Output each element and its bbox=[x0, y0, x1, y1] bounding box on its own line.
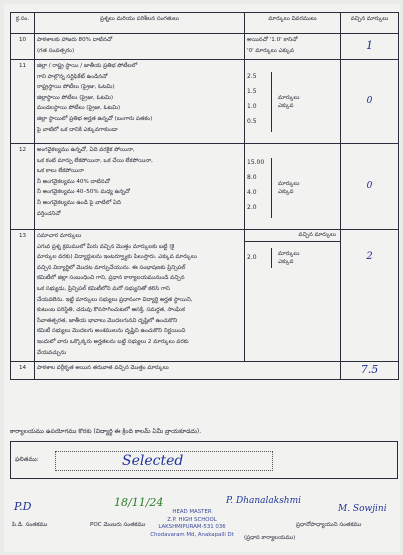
total-marks: 7.5 bbox=[360, 363, 379, 377]
school-stamp bbox=[140, 491, 244, 551]
row-number: 14 bbox=[11, 362, 35, 380]
row-criteria bbox=[35, 362, 341, 380]
criteria-line: రాష్ట్రస్థాయి పోటీలు (ప్రైజు, ఓటమి) bbox=[37, 84, 115, 91]
marks-options bbox=[247, 158, 338, 218]
marks-value: 1.5 bbox=[247, 88, 257, 95]
row-details bbox=[245, 34, 341, 60]
criteria-line: వచ్చిన విద్యార్థిలో మొదట మార్పుచేయును. ఈ సంభాషణకు ప్రిన్సిపల్ bbox=[37, 264, 186, 271]
criteria-line: నీ అంగవైకల్యము 40–50% మధ్య ఉన్నచో bbox=[37, 189, 131, 196]
criteria-line: చేయవలెను. ఇట్టి మార్కులు సభ్యులు ప్రధానంగా విద్యార్థి అర్హత స్థాయిని, bbox=[37, 296, 193, 303]
row-criteria bbox=[35, 34, 245, 60]
marks-value: 0.5 bbox=[247, 118, 257, 125]
marks-options bbox=[247, 72, 338, 132]
marks-value: 4.0 bbox=[247, 189, 257, 196]
header-criteria: ప్రశ్నలు మరియు పరిశీలన సంగతులు bbox=[35, 13, 245, 34]
criteria-line: ఒక కాలు లేకపోయినా bbox=[37, 168, 84, 175]
member-signature-2: M. Sowjini bbox=[338, 504, 387, 514]
row-details bbox=[245, 60, 341, 144]
marks-options bbox=[247, 248, 338, 268]
criteria-line: నీ అంగవైకల్యము 40% దాటినచో bbox=[37, 178, 110, 185]
awarded-value: 0 bbox=[366, 181, 373, 192]
criteria-line: కుటుంబ పరిస్థితి, చదువు కొనసాగించుటలో ఆసక్తి, సమర్థత, సాంఘిక bbox=[37, 307, 185, 314]
table-row bbox=[11, 144, 399, 230]
criteria-line: కమిటీలో జిల్లా సంబంధించి గాని, ప్రధాన కార్యాలయమునుండి వచ్చిన bbox=[37, 275, 185, 282]
row-details bbox=[245, 230, 341, 362]
header-sno: క్ర.సం. bbox=[11, 13, 35, 34]
row-number: 11 bbox=[11, 60, 35, 144]
marks-value: 2.5 bbox=[247, 73, 257, 80]
marks-label-line: మార్కులు bbox=[278, 95, 300, 101]
details-header: వచ్చిన మార్కులు bbox=[245, 230, 340, 242]
poc-caption: POC మెంబరు సంతకము bbox=[90, 522, 146, 528]
criteria-line: (గత సంవత్సరం) bbox=[37, 47, 75, 54]
result-value: Selected bbox=[122, 453, 184, 469]
criteria-line: వేయవచ్చును bbox=[37, 349, 67, 356]
criteria-line: మండలస్థాయి పోటీలు (ప్రైజు, ఓటమి) bbox=[37, 105, 121, 112]
marks-value: 1.0 bbox=[247, 103, 257, 110]
row-number: 13 bbox=[11, 230, 35, 362]
headmaster-caption: ప్రధానోపాధ్యాయుని సంతకము bbox=[296, 522, 362, 528]
office-caption: (ప్రధాన కార్యాలయము) bbox=[244, 535, 296, 541]
criteria-line: పై వాటిలో ఒక దానికి ఎక్కువగాకుండా bbox=[37, 126, 118, 133]
marks-label bbox=[272, 94, 299, 110]
criteria-line: ఒక సభ్యుడు, ప్రిన్సిపల్ కమిటీలోని మరో సభ్యునితో కలిసి గాని bbox=[37, 285, 170, 292]
marks-table bbox=[10, 12, 399, 380]
header-awarded: వచ్చిన మార్కులు bbox=[341, 13, 399, 34]
criteria-line: పాఠశాల వర్గీకృత అయిన తరువాత వచ్చిన మొత్తం మార్కులు bbox=[37, 365, 169, 371]
marks-values bbox=[247, 158, 272, 218]
table-header bbox=[11, 13, 399, 34]
marks-label-line: ఎక్కువ bbox=[278, 189, 294, 195]
marks-label bbox=[272, 250, 299, 266]
row-criteria bbox=[35, 230, 245, 362]
criteria-line: ఒక కంటి మార్పు లేకపోయినా, ఒక చేయి లేకపోయినా, bbox=[37, 157, 153, 164]
marks-label-line: మార్కులు bbox=[278, 181, 300, 187]
marks-label-line: ఎక్కువ bbox=[278, 103, 294, 109]
row-number: 12 bbox=[11, 144, 35, 230]
marks-label-line: ఎక్కువ bbox=[278, 258, 294, 265]
row-details bbox=[245, 144, 341, 230]
criteria-line: ఇందులో వారు ఒక్కొక్కరు అర్హతలను బట్టి సభ్యులు 2 మార్కులు వరకు bbox=[37, 338, 189, 345]
awarded-marks bbox=[341, 230, 399, 362]
marks-value: 2.0 bbox=[247, 204, 257, 211]
result-label: ఫలితము: bbox=[15, 456, 39, 463]
table-row bbox=[11, 230, 399, 362]
criteria-line: జిల్లా స్థాయిలో ప్రతిభ అర్హత ఉన్నచో (బంగారు పతకం) bbox=[37, 115, 153, 122]
office-use-note: కార్యాలయము ఉపయోగము కొరకు (విద్యార్థి ఈ క్రింది కాలమ్ ఏమీ వ్రాయకూడదు). bbox=[10, 428, 202, 435]
header-details: మార్కులు వివరములు bbox=[245, 13, 341, 34]
criteria-line: వర్తించనిచో bbox=[37, 210, 61, 217]
table-row bbox=[11, 362, 399, 380]
stamp-line: Chodavaram Md, Anakapalli Dt bbox=[150, 531, 234, 538]
marks-label bbox=[272, 180, 299, 196]
marks-value: 2.0 bbox=[247, 253, 257, 261]
marks-values bbox=[247, 248, 272, 268]
marks-label-line: మార్కులు bbox=[278, 250, 300, 257]
stamp-line: LAKSHMIPURAM-531 036 bbox=[158, 524, 226, 530]
criteria-line: సమాచార మార్కులు bbox=[37, 233, 82, 239]
awarded-marks bbox=[341, 144, 399, 230]
details-line: '0' మార్కులు ఎక్కువ bbox=[247, 47, 295, 54]
criteria-line: ఎగువ ప్రశ్న క్రమములో మీరు వచ్చిన మొత్తం మార్కులకు బట్టి (కై bbox=[37, 243, 175, 250]
table-row bbox=[11, 60, 399, 144]
form-page bbox=[4, 4, 400, 552]
row-criteria bbox=[35, 144, 245, 230]
awarded-value: 1 bbox=[366, 39, 373, 53]
marks-values bbox=[247, 72, 272, 132]
criteria-line: జిల్లా / రాష్ట్ర స్థాయి / జాతీయ ప్రతిభ పోటీలలో bbox=[37, 63, 138, 69]
table-row bbox=[11, 34, 399, 60]
awarded-value: 0 bbox=[366, 96, 373, 107]
awarded-marks bbox=[341, 34, 399, 60]
criteria-line: అంగవైకల్యము ఉన్నచో, ఏది వరకైక పోయినా, bbox=[37, 147, 135, 153]
marks-value: 8.0 bbox=[247, 174, 257, 181]
awarded-marks bbox=[341, 362, 399, 380]
criteria-line: మార్కుల వరకు) విద్యార్థులను ఇంటర్వ్యూకు పిలుస్తారు. ఎక్కువ మార్కులు bbox=[37, 254, 197, 261]
marks-value: 15.00 bbox=[247, 159, 265, 166]
criteria-line: పాఠశాలకు హాజరు 80% దాటినచో bbox=[37, 37, 113, 43]
criteria-line: జిల్లాస్థాయి పోటీలు (ప్రైజు, ఓటమి) bbox=[37, 94, 114, 101]
details-line: అయినచో '1.0' కానిచో bbox=[247, 37, 298, 43]
criteria-line: కమిటీ సభ్యులు మొదలగు అంశములను దృష్టిని ఉంచుకొని నిర్ణయించి bbox=[37, 328, 186, 335]
criteria-line: గాని పాల్గొన్న సర్టిఫికేట్ ఉండినచో bbox=[37, 73, 108, 80]
pd-caption: పి.డి. సంతకము bbox=[12, 522, 48, 528]
member-signature-1: P. Dhanalakshmi bbox=[226, 496, 302, 506]
criteria-line: సేవాతత్పరత, జాతీయ భావాలు మొదలగునవి దృష్టిలో ఉంచుకొని bbox=[37, 317, 178, 324]
row-number: 10 bbox=[11, 34, 35, 60]
result-box bbox=[10, 441, 398, 479]
row-criteria bbox=[35, 60, 245, 144]
result-field bbox=[55, 451, 273, 471]
pd-signature: P.D bbox=[14, 500, 32, 513]
awarded-marks bbox=[341, 60, 399, 144]
stamp-line: Z.P. HIGH SCHOOL bbox=[167, 516, 217, 523]
awarded-value: 2 bbox=[366, 251, 373, 262]
criteria-line: నీ అంగవైకల్యము ఉండి పై వాటిలో ఏది bbox=[37, 199, 121, 206]
date-signature: 18/11/24 bbox=[114, 496, 164, 509]
stamp-line: HEAD MASTER bbox=[172, 509, 212, 515]
